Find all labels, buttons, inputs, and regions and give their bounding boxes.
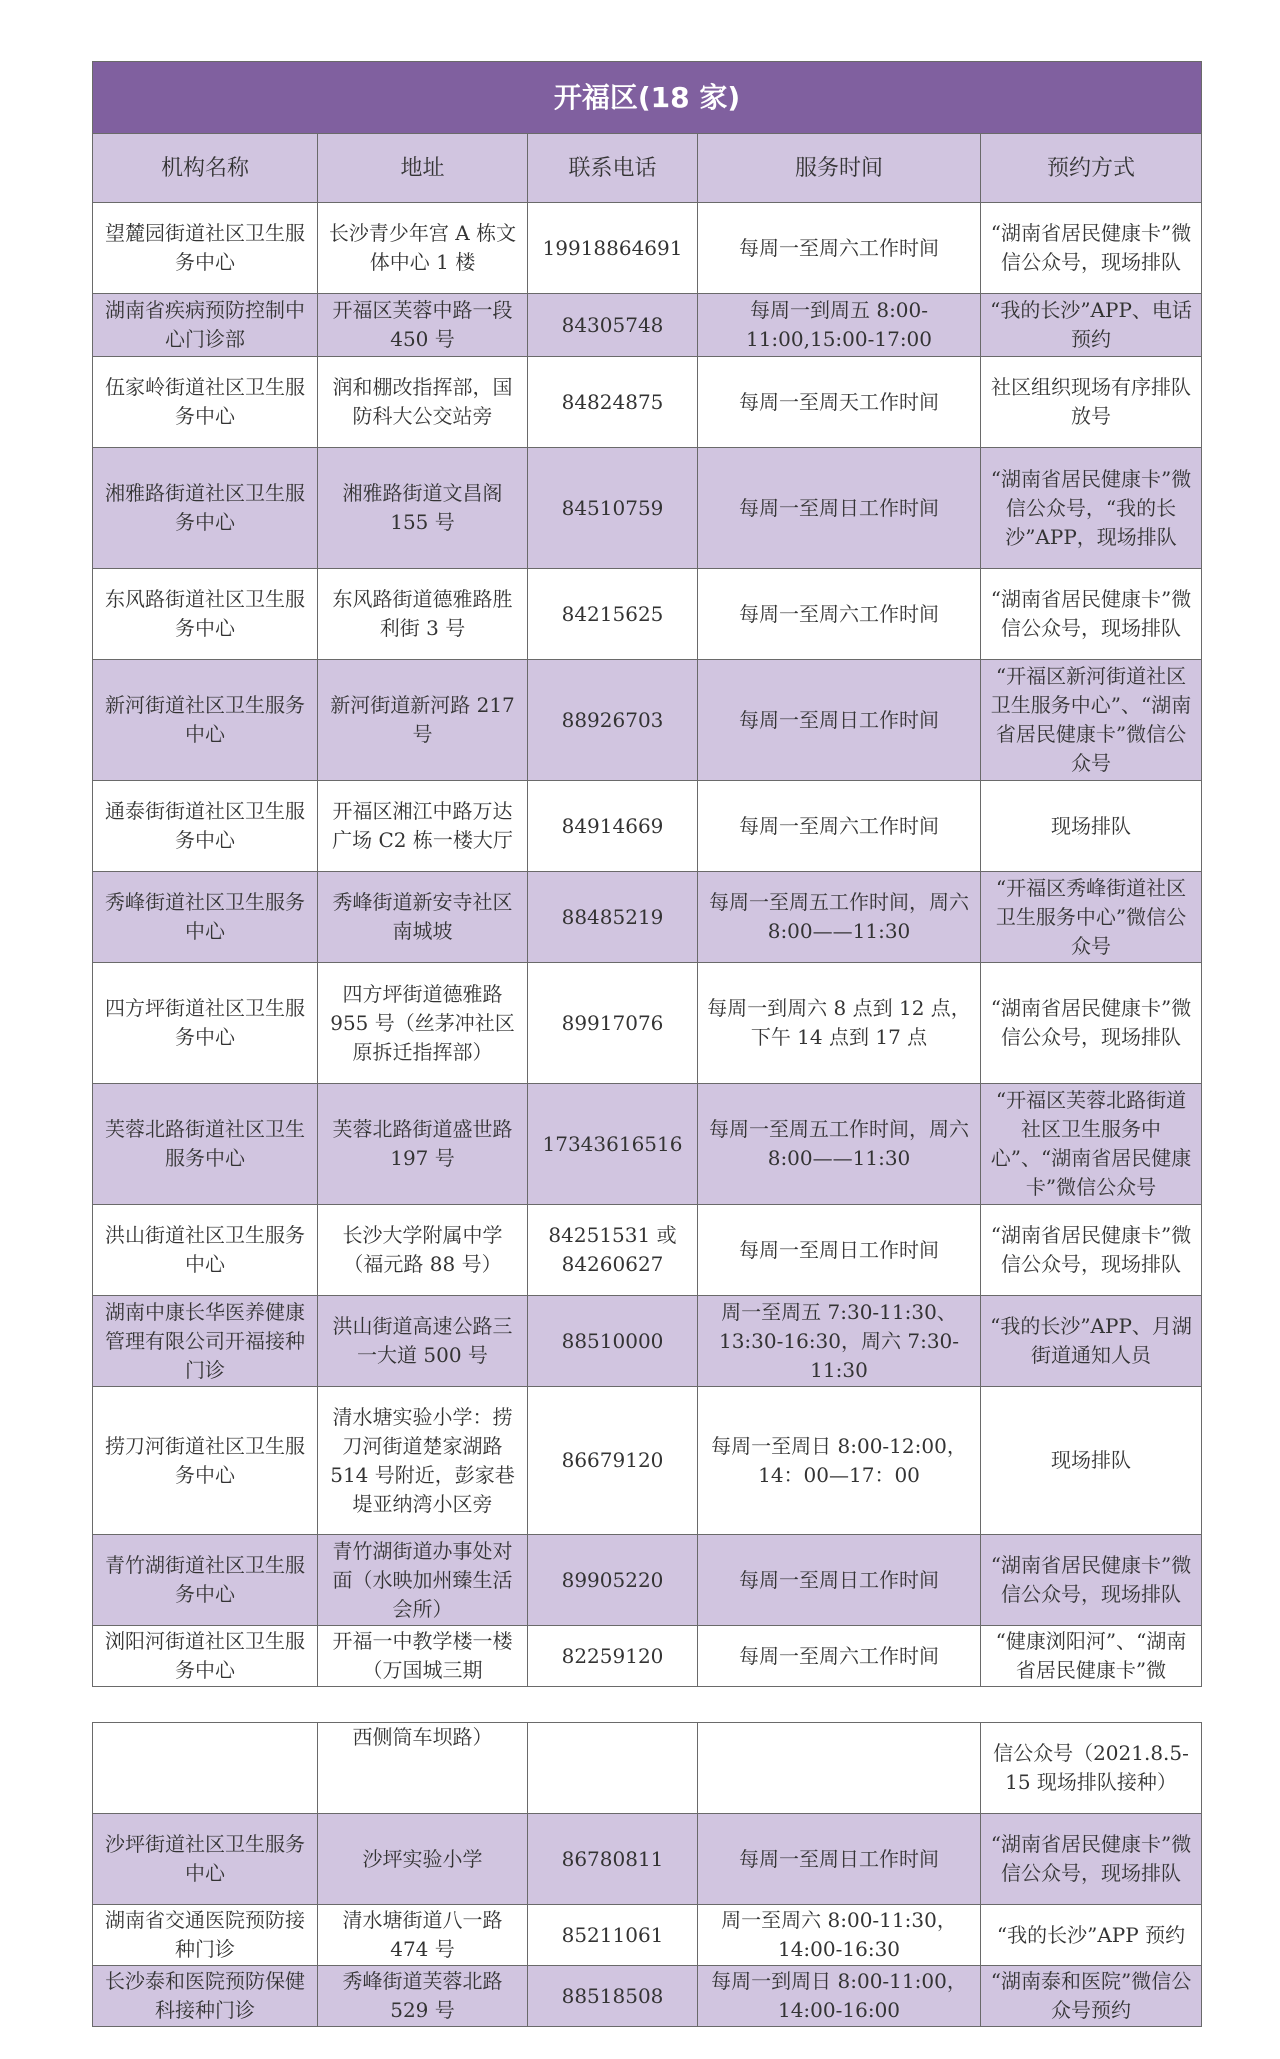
cell-phone: 89905220 bbox=[528, 1535, 698, 1626]
table-row bbox=[93, 1296, 1202, 1387]
table-row bbox=[93, 1535, 1202, 1626]
vaccination-table-continued bbox=[92, 1722, 1202, 2027]
cell-name: 洪山街道社区卫生服务中心 bbox=[93, 1205, 318, 1296]
cell-phone: 82259120 bbox=[528, 1626, 698, 1687]
cell-phone: 88485219 bbox=[528, 872, 698, 963]
cell-booking: 现场排队 bbox=[981, 781, 1202, 872]
table-title-row bbox=[93, 62, 1202, 134]
cell-hours: 每周一至周日工作时间 bbox=[698, 1535, 981, 1626]
header-phone: 联系电话 bbox=[528, 134, 698, 203]
table-row bbox=[93, 1723, 1202, 1814]
cell-address: 开福区芙蓉中路一段 450 号 bbox=[318, 294, 528, 357]
cell-name: 芙蓉北路街道社区卫生服务中心 bbox=[93, 1084, 318, 1205]
cell-address: 清水塘街道八一路 474 号 bbox=[318, 1905, 528, 1966]
cell-phone: 86780811 bbox=[528, 1814, 698, 1905]
cell-hours: 周一至周六 8:00-11:30，14:00-16:30 bbox=[698, 1905, 981, 1966]
cell-address: 西侧筒车坝路） bbox=[318, 1723, 528, 1814]
table-row bbox=[93, 1905, 1202, 1966]
cell-phone bbox=[528, 1723, 698, 1814]
cell-address: 四方坪街道德雅路 955 号（丝茅冲社区原拆迁指挥部） bbox=[318, 963, 528, 1084]
cell-address: 秀峰街道新安寺社区南城坡 bbox=[318, 872, 528, 963]
cell-name: 浏阳河街道社区卫生服务中心 bbox=[93, 1626, 318, 1687]
table-title: 开福区(18 家) bbox=[93, 62, 1202, 134]
table-row bbox=[93, 448, 1202, 569]
table-header-row bbox=[93, 134, 1202, 203]
cell-hours: 每周一至周六工作时间 bbox=[698, 203, 981, 294]
cell-name: 望麓园街道社区卫生服务中心 bbox=[93, 203, 318, 294]
cell-booking: “我的长沙”APP、月湖街道通知人员 bbox=[981, 1296, 1202, 1387]
table-row bbox=[93, 1084, 1202, 1205]
cell-phone: 88518508 bbox=[528, 1966, 698, 2027]
cell-name: 湖南省疾病预防控制中心门诊部 bbox=[93, 294, 318, 357]
cell-address: 芙蓉北路街道盛世路 197 号 bbox=[318, 1084, 528, 1205]
vaccination-table bbox=[92, 61, 1202, 1687]
cell-phone: 84215625 bbox=[528, 569, 698, 660]
cell-phone: 84510759 bbox=[528, 448, 698, 569]
cell-address: 长沙青少年宫 A 栋文体中心 1 楼 bbox=[318, 203, 528, 294]
table-row bbox=[93, 781, 1202, 872]
cell-booking: “开福区新河街道社区卫生服务中心”、“湖南省居民健康卡”微信公众号 bbox=[981, 660, 1202, 781]
cell-address: 清水塘实验小学：捞刀河街道楚家湖路 514 号附近，彭家巷堤亚纳湾小区旁 bbox=[318, 1387, 528, 1535]
cell-phone: 84914669 bbox=[528, 781, 698, 872]
table-row bbox=[93, 1626, 1202, 1687]
header-hours: 服务时间 bbox=[698, 134, 981, 203]
cell-name: 秀峰街道社区卫生服务中心 bbox=[93, 872, 318, 963]
cell-name: 新河街道社区卫生服务中心 bbox=[93, 660, 318, 781]
cell-name: 湖南中康长华医养健康管理有限公司开福接种门诊 bbox=[93, 1296, 318, 1387]
cell-hours: 每周一至周日工作时间 bbox=[698, 1205, 981, 1296]
header-address: 地址 bbox=[318, 134, 528, 203]
cell-address: 沙坪实验小学 bbox=[318, 1814, 528, 1905]
cell-phone: 85211061 bbox=[528, 1905, 698, 1966]
cell-booking: 信公众号（2021.8.5-15 现场排队接种） bbox=[981, 1723, 1202, 1814]
cell-hours: 每周一至周五工作时间，周六 8:00——11:30 bbox=[698, 1084, 981, 1205]
cell-phone: 88510000 bbox=[528, 1296, 698, 1387]
cell-name: 捞刀河街道社区卫生服务中心 bbox=[93, 1387, 318, 1535]
table-row bbox=[93, 357, 1202, 448]
cell-address: 长沙大学附属中学（福元路 88 号） bbox=[318, 1205, 528, 1296]
table-row bbox=[93, 1205, 1202, 1296]
cell-name: 通泰街街道社区卫生服务中心 bbox=[93, 781, 318, 872]
cell-booking: “湖南省居民健康卡”微信公众号，现场排队 bbox=[981, 203, 1202, 294]
cell-address: 湘雅路街道文昌阁 155 号 bbox=[318, 448, 528, 569]
cell-booking: 社区组织现场有序排队放号 bbox=[981, 357, 1202, 448]
cell-booking: 现场排队 bbox=[981, 1387, 1202, 1535]
cell-address: 开福一中教学楼一楼（万国城三期 bbox=[318, 1626, 528, 1687]
cell-phone: 86679120 bbox=[528, 1387, 698, 1535]
cell-booking: “湖南省居民健康卡”微信公众号，现场排队 bbox=[981, 569, 1202, 660]
cell-address: 润和棚改指挥部，国防科大公交站旁 bbox=[318, 357, 528, 448]
header-booking: 预约方式 bbox=[981, 134, 1202, 203]
cell-booking: “我的长沙”APP 预约 bbox=[981, 1905, 1202, 1966]
cell-address: 洪山街道高速公路三一大道 500 号 bbox=[318, 1296, 528, 1387]
cell-hours: 每周一到周五 8:00-11:00,15:00-17:00 bbox=[698, 294, 981, 357]
cell-phone: 17343616516 bbox=[528, 1084, 698, 1205]
cell-hours: 每周一至周日 8:00-12:00，14：00—17：00 bbox=[698, 1387, 981, 1535]
table-row bbox=[93, 569, 1202, 660]
cell-booking: “开福区芙蓉北路街道社区卫生服务中心”、“湖南省居民健康卡”微信公众号 bbox=[981, 1084, 1202, 1205]
cell-hours: 每周一至周五工作时间，周六 8:00——11:30 bbox=[698, 872, 981, 963]
cell-phone: 88926703 bbox=[528, 660, 698, 781]
cell-name: 沙坪街道社区卫生服务中心 bbox=[93, 1814, 318, 1905]
cell-phone: 84305748 bbox=[528, 294, 698, 357]
table-row bbox=[93, 1814, 1202, 1905]
cell-name: 四方坪街道社区卫生服务中心 bbox=[93, 963, 318, 1084]
cell-address: 新河街道新河路 217 号 bbox=[318, 660, 528, 781]
table-row bbox=[93, 1966, 1202, 2027]
cell-address: 青竹湖街道办事处对面（水映加州臻生活会所） bbox=[318, 1535, 528, 1626]
cell-booking: “我的长沙”APP、电话预约 bbox=[981, 294, 1202, 357]
cell-booking: “湖南省居民健康卡”微信公众号，现场排队 bbox=[981, 1205, 1202, 1296]
table-row bbox=[93, 660, 1202, 781]
table-row bbox=[93, 294, 1202, 357]
table-row bbox=[93, 872, 1202, 963]
cell-hours: 每周一至周六工作时间 bbox=[698, 781, 981, 872]
table-row bbox=[93, 1387, 1202, 1535]
cell-name: 青竹湖街道社区卫生服务中心 bbox=[93, 1535, 318, 1626]
cell-hours: 周一至周五 7:30-11:30、13:30-16:30，周六 7:30-11:30 bbox=[698, 1296, 981, 1387]
cell-name: 伍家岭街道社区卫生服务中心 bbox=[93, 357, 318, 448]
cell-address: 秀峰街道芙蓉北路 529 号 bbox=[318, 1966, 528, 2027]
cell-hours: 每周一至周日工作时间 bbox=[698, 660, 981, 781]
cell-phone: 89917076 bbox=[528, 963, 698, 1084]
cell-booking: “健康浏阳河”、“湖南省居民健康卡”微 bbox=[981, 1626, 1202, 1687]
cell-booking: “湖南省居民健康卡”微信公众号，现场排队 bbox=[981, 963, 1202, 1084]
cell-booking: “湖南泰和医院”微信公众号预约 bbox=[981, 1966, 1202, 2027]
cell-phone: 84824875 bbox=[528, 357, 698, 448]
cell-hours: 每周一至周六工作时间 bbox=[698, 1626, 981, 1687]
cell-name: 长沙泰和医院预防保健科接种门诊 bbox=[93, 1966, 318, 2027]
cell-booking: “湖南省居民健康卡”微信公众号，现场排队 bbox=[981, 1814, 1202, 1905]
cell-name: 湖南省交通医院预防接种门诊 bbox=[93, 1905, 318, 1966]
cell-hours: 每周一至周日工作时间 bbox=[698, 1814, 981, 1905]
cell-phone: 19918864691 bbox=[528, 203, 698, 294]
cell-hours: 每周一到周六 8 点到 12 点，下午 14 点到 17 点 bbox=[698, 963, 981, 1084]
cell-name: 东风路街道社区卫生服务中心 bbox=[93, 569, 318, 660]
cell-booking: “湖南省居民健康卡”微信公众号，现场排队 bbox=[981, 1535, 1202, 1626]
cell-address: 开福区湘江中路万达广场 C2 栋一楼大厅 bbox=[318, 781, 528, 872]
cell-hours bbox=[698, 1723, 981, 1814]
cell-hours: 每周一至周六工作时间 bbox=[698, 569, 981, 660]
cell-hours: 每周一到周日 8:00-11:00，14:00-16:00 bbox=[698, 1966, 981, 2027]
cell-booking: “开福区秀峰街道社区卫生服务中心”微信公众号 bbox=[981, 872, 1202, 963]
cell-hours: 每周一至周日工作时间 bbox=[698, 448, 981, 569]
table-row bbox=[93, 963, 1202, 1084]
cell-booking: “湖南省居民健康卡”微信公众号，“我的长沙”APP，现场排队 bbox=[981, 448, 1202, 569]
table-row bbox=[93, 203, 1202, 294]
cell-address: 东风路街道德雅路胜利街 3 号 bbox=[318, 569, 528, 660]
cell-hours: 每周一至周天工作时间 bbox=[698, 357, 981, 448]
cell-phone: 84251531 或 84260627 bbox=[528, 1205, 698, 1296]
cell-name: 湘雅路街道社区卫生服务中心 bbox=[93, 448, 318, 569]
header-name: 机构名称 bbox=[93, 134, 318, 203]
cell-name bbox=[93, 1723, 318, 1814]
